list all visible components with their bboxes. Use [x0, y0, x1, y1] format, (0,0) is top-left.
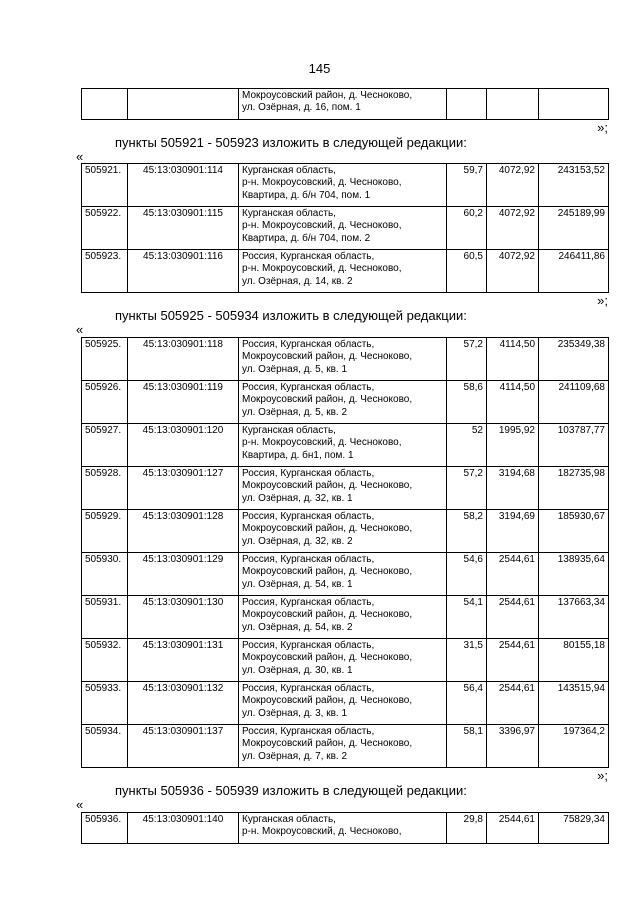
value-cell: 138935,64: [539, 553, 609, 596]
table-row: [82, 381, 609, 424]
area-cell: 58,1: [447, 725, 487, 768]
address-line: ул. Озёрная, д. 7, кв. 2: [242, 750, 348, 762]
cadastral-number-cell: 45:13:030901:120: [128, 424, 239, 467]
address-cell: [239, 553, 447, 596]
table-row: [82, 553, 609, 596]
address-line: Курганская область,: [242, 165, 336, 176]
row-number-cell: 505927.: [82, 424, 128, 467]
address-line: Россия, Курганская область,: [242, 511, 375, 522]
address-line: Россия, Курганская область,: [242, 726, 375, 737]
rate-cell: 3194,68: [487, 467, 539, 510]
address-cell: [239, 338, 447, 381]
address-line: ул. Озёрная, д. 5, кв. 2: [242, 406, 348, 418]
row-number-cell: 505936.: [82, 813, 128, 844]
area-cell: 29,8: [447, 813, 487, 844]
row-number-cell: 505930.: [82, 553, 128, 596]
value-cell: 241109,68: [539, 381, 609, 424]
area-cell: 60,2: [447, 207, 487, 250]
address-line: р-н. Мокроусовский, д. Чесноково,: [242, 263, 402, 275]
area-cell: 58,2: [447, 510, 487, 553]
rate-cell: 2544,61: [487, 553, 539, 596]
rate-cell: 4072,92: [487, 207, 539, 250]
cadastral-number-cell: [128, 89, 239, 120]
row-number-cell: [82, 89, 128, 120]
address-line: ул. Озёрная, д. 32, кв. 2: [242, 535, 353, 547]
address-line: Россия, Курганская область,: [242, 597, 375, 608]
cadastral-number-cell: 45:13:030901:132: [128, 682, 239, 725]
cadastral-number-cell: 45:13:030901:131: [128, 639, 239, 682]
section-instruction: пункты 505925 - 505934 изложить в следующей редакции:: [115, 308, 467, 323]
rate-cell: 4114,50: [487, 381, 539, 424]
cadastral-number-cell: 45:13:030901:137: [128, 725, 239, 768]
address-line: Россия, Курганская область,: [242, 382, 375, 393]
row-number-cell: 505929.: [82, 510, 128, 553]
area-cell: 31,5: [447, 639, 487, 682]
address-line: Курганская область,: [242, 208, 336, 219]
address-line: Мокроусовский район, д. Чесноково,: [242, 695, 413, 707]
value-cell: 246411,86: [539, 250, 609, 293]
value-cell: 197364,2: [539, 725, 609, 768]
closing-quote: »;: [597, 768, 608, 783]
address-line: ул. Озёрная, д. 32, кв. 1: [242, 492, 353, 504]
cadastral-number-cell: 45:13:030901:116: [128, 250, 239, 293]
table-row: [82, 596, 609, 639]
row-number-cell: 505922.: [82, 207, 128, 250]
table-row: [82, 89, 609, 120]
rate-cell: 3194,69: [487, 510, 539, 553]
table-row: [82, 725, 609, 768]
area-cell: 59,7: [447, 164, 487, 207]
address-line: Россия, Курганская область,: [242, 640, 375, 651]
address-cell: [239, 424, 447, 467]
register-table: [81, 812, 609, 844]
value-cell: 245189,99: [539, 207, 609, 250]
address-line: ул. Озёрная, д. 14, кв. 2: [242, 275, 353, 287]
page-number: 145: [308, 61, 331, 76]
cadastral-number-cell: 45:13:030901:119: [128, 381, 239, 424]
address-line: Мокроусовский район, д. Чесноково,: [242, 652, 413, 664]
table-row: [82, 467, 609, 510]
address-line: Мокроусовский район, д. Чесноково,: [242, 523, 413, 535]
row-number-cell: 505926.: [82, 381, 128, 424]
opening-quote: «: [76, 149, 84, 164]
opening-quote: «: [76, 322, 84, 337]
address-line: Россия, Курганская область,: [242, 554, 375, 565]
value-cell: 235349,38: [539, 338, 609, 381]
address-cell: [239, 89, 447, 120]
address-line: Курганская область,: [242, 814, 336, 825]
area-cell: 57,2: [447, 338, 487, 381]
row-number-cell: 505933.: [82, 682, 128, 725]
address-line: Квартира, д. б/н 704, пом. 2: [242, 232, 371, 244]
address-line: р-н. Мокроусовский, д. Чесноково,: [242, 826, 402, 838]
address-line: Мокроусовский район, д. Чесноково,: [242, 566, 413, 578]
address-line: Россия, Курганская область,: [242, 683, 375, 694]
table-row: [82, 250, 609, 293]
section-instruction: пункты 505936 - 505939 изложить в следующей редакции:: [115, 783, 467, 798]
value-cell: 182735,98: [539, 467, 609, 510]
cadastral-number-cell: 45:13:030901:128: [128, 510, 239, 553]
table-row: [82, 510, 609, 553]
address-cell: [239, 813, 447, 844]
address-cell: [239, 207, 447, 250]
rate-cell: 1995,92: [487, 424, 539, 467]
rate-cell: 4114,50: [487, 338, 539, 381]
closing-quote: »;: [597, 120, 608, 135]
address-line: Квартира, д. бн1, пом. 1: [242, 449, 354, 461]
rate-cell: 3396,97: [487, 725, 539, 768]
row-number-cell: 505923.: [82, 250, 128, 293]
row-number-cell: 505934.: [82, 725, 128, 768]
address-line: ул. Озёрная, д. 54, кв. 2: [242, 621, 353, 633]
register-table: [81, 337, 609, 768]
closing-quote: »;: [597, 293, 608, 308]
address-cell: [239, 725, 447, 768]
rate-cell: [487, 89, 539, 120]
row-number-cell: 505925.: [82, 338, 128, 381]
address-line: Курганская область,: [242, 425, 336, 436]
address-line: р-н. Мокроусовский, д. Чесноково,: [242, 220, 402, 232]
rate-cell: 2544,61: [487, 682, 539, 725]
rate-cell: 2544,61: [487, 639, 539, 682]
address-line: Мокроусовский район, д. Чесноково,: [242, 609, 413, 621]
rate-cell: 2544,61: [487, 813, 539, 844]
area-cell: 56,4: [447, 682, 487, 725]
address-line: Россия, Курганская область,: [242, 251, 375, 262]
address-line: Россия, Курганская область,: [242, 339, 375, 350]
row-number-cell: 505928.: [82, 467, 128, 510]
cadastral-number-cell: 45:13:030901:114: [128, 164, 239, 207]
cadastral-number-cell: 45:13:030901:127: [128, 467, 239, 510]
address-cell: [239, 164, 447, 207]
address-line: ул. Озёрная, д. 16, пом. 1: [242, 102, 361, 114]
row-number-cell: 505921.: [82, 164, 128, 207]
area-cell: 57,2: [447, 467, 487, 510]
cadastral-number-cell: 45:13:030901:140: [128, 813, 239, 844]
cadastral-number-cell: 45:13:030901:130: [128, 596, 239, 639]
address-cell: [239, 639, 447, 682]
continuation-table: [81, 88, 609, 120]
cadastral-number-cell: 45:13:030901:115: [128, 207, 239, 250]
area-cell: 52: [447, 424, 487, 467]
address-cell: [239, 381, 447, 424]
row-number-cell: 505931.: [82, 596, 128, 639]
cadastral-number-cell: 45:13:030901:129: [128, 553, 239, 596]
table-row: [82, 338, 609, 381]
address-line: Мокроусовский район, д. Чесноково,: [242, 394, 413, 406]
address-line: Мокроусовский район, д. Чесноково,: [242, 480, 413, 492]
value-cell: 103787,77: [539, 424, 609, 467]
table-row: [82, 207, 609, 250]
register-table: [81, 163, 609, 293]
value-cell: 137663,34: [539, 596, 609, 639]
area-cell: 58,6: [447, 381, 487, 424]
table-row: [82, 813, 609, 844]
address-line: Мокроусовский район, д. Чесноково,: [242, 738, 413, 750]
address-line: Мокроусовский район, д. Чесноково,: [242, 351, 413, 363]
value-cell: 143515,94: [539, 682, 609, 725]
table-row: [82, 424, 609, 467]
rate-cell: 4072,92: [487, 164, 539, 207]
area-cell: [447, 89, 487, 120]
opening-quote: «: [76, 797, 84, 812]
table-row: [82, 639, 609, 682]
area-cell: 54,1: [447, 596, 487, 639]
address-line: Россия, Курганская область,: [242, 468, 375, 479]
address-line: р-н. Мокроусовский, д. Чесноково,: [242, 437, 402, 449]
address-cell: [239, 682, 447, 725]
row-number-cell: 505932.: [82, 639, 128, 682]
value-cell: 185930,67: [539, 510, 609, 553]
area-cell: 54,6: [447, 553, 487, 596]
rate-cell: 4072,92: [487, 250, 539, 293]
address-cell: [239, 596, 447, 639]
address-line: Квартира, д. б/н 704, пом. 1: [242, 189, 371, 201]
value-cell: [539, 89, 609, 120]
address-line: р-н. Мокроусовский, д. Чесноково,: [242, 177, 402, 189]
value-cell: 243153,52: [539, 164, 609, 207]
address-line: ул. Озёрная, д. 5, кв. 1: [242, 363, 348, 375]
address-line: ул. Озёрная, д. 54, кв. 1: [242, 578, 353, 590]
address-cell: [239, 467, 447, 510]
section-instruction: пункты 505921 - 505923 изложить в следующей редакции:: [115, 135, 467, 150]
cadastral-number-cell: 45:13:030901:118: [128, 338, 239, 381]
address-line: ул. Озёрная, д. 3, кв. 1: [242, 707, 348, 719]
area-cell: 60,5: [447, 250, 487, 293]
address-line: ул. Озёрная, д. 30, кв. 1: [242, 664, 353, 676]
value-cell: 75829,34: [539, 813, 609, 844]
address-line: Мокроусовский район, д. Чесноково,: [242, 90, 413, 101]
table-row: [82, 682, 609, 725]
address-cell: [239, 250, 447, 293]
rate-cell: 2544,61: [487, 596, 539, 639]
value-cell: 80155,18: [539, 639, 609, 682]
address-cell: [239, 510, 447, 553]
table-row: [82, 164, 609, 207]
